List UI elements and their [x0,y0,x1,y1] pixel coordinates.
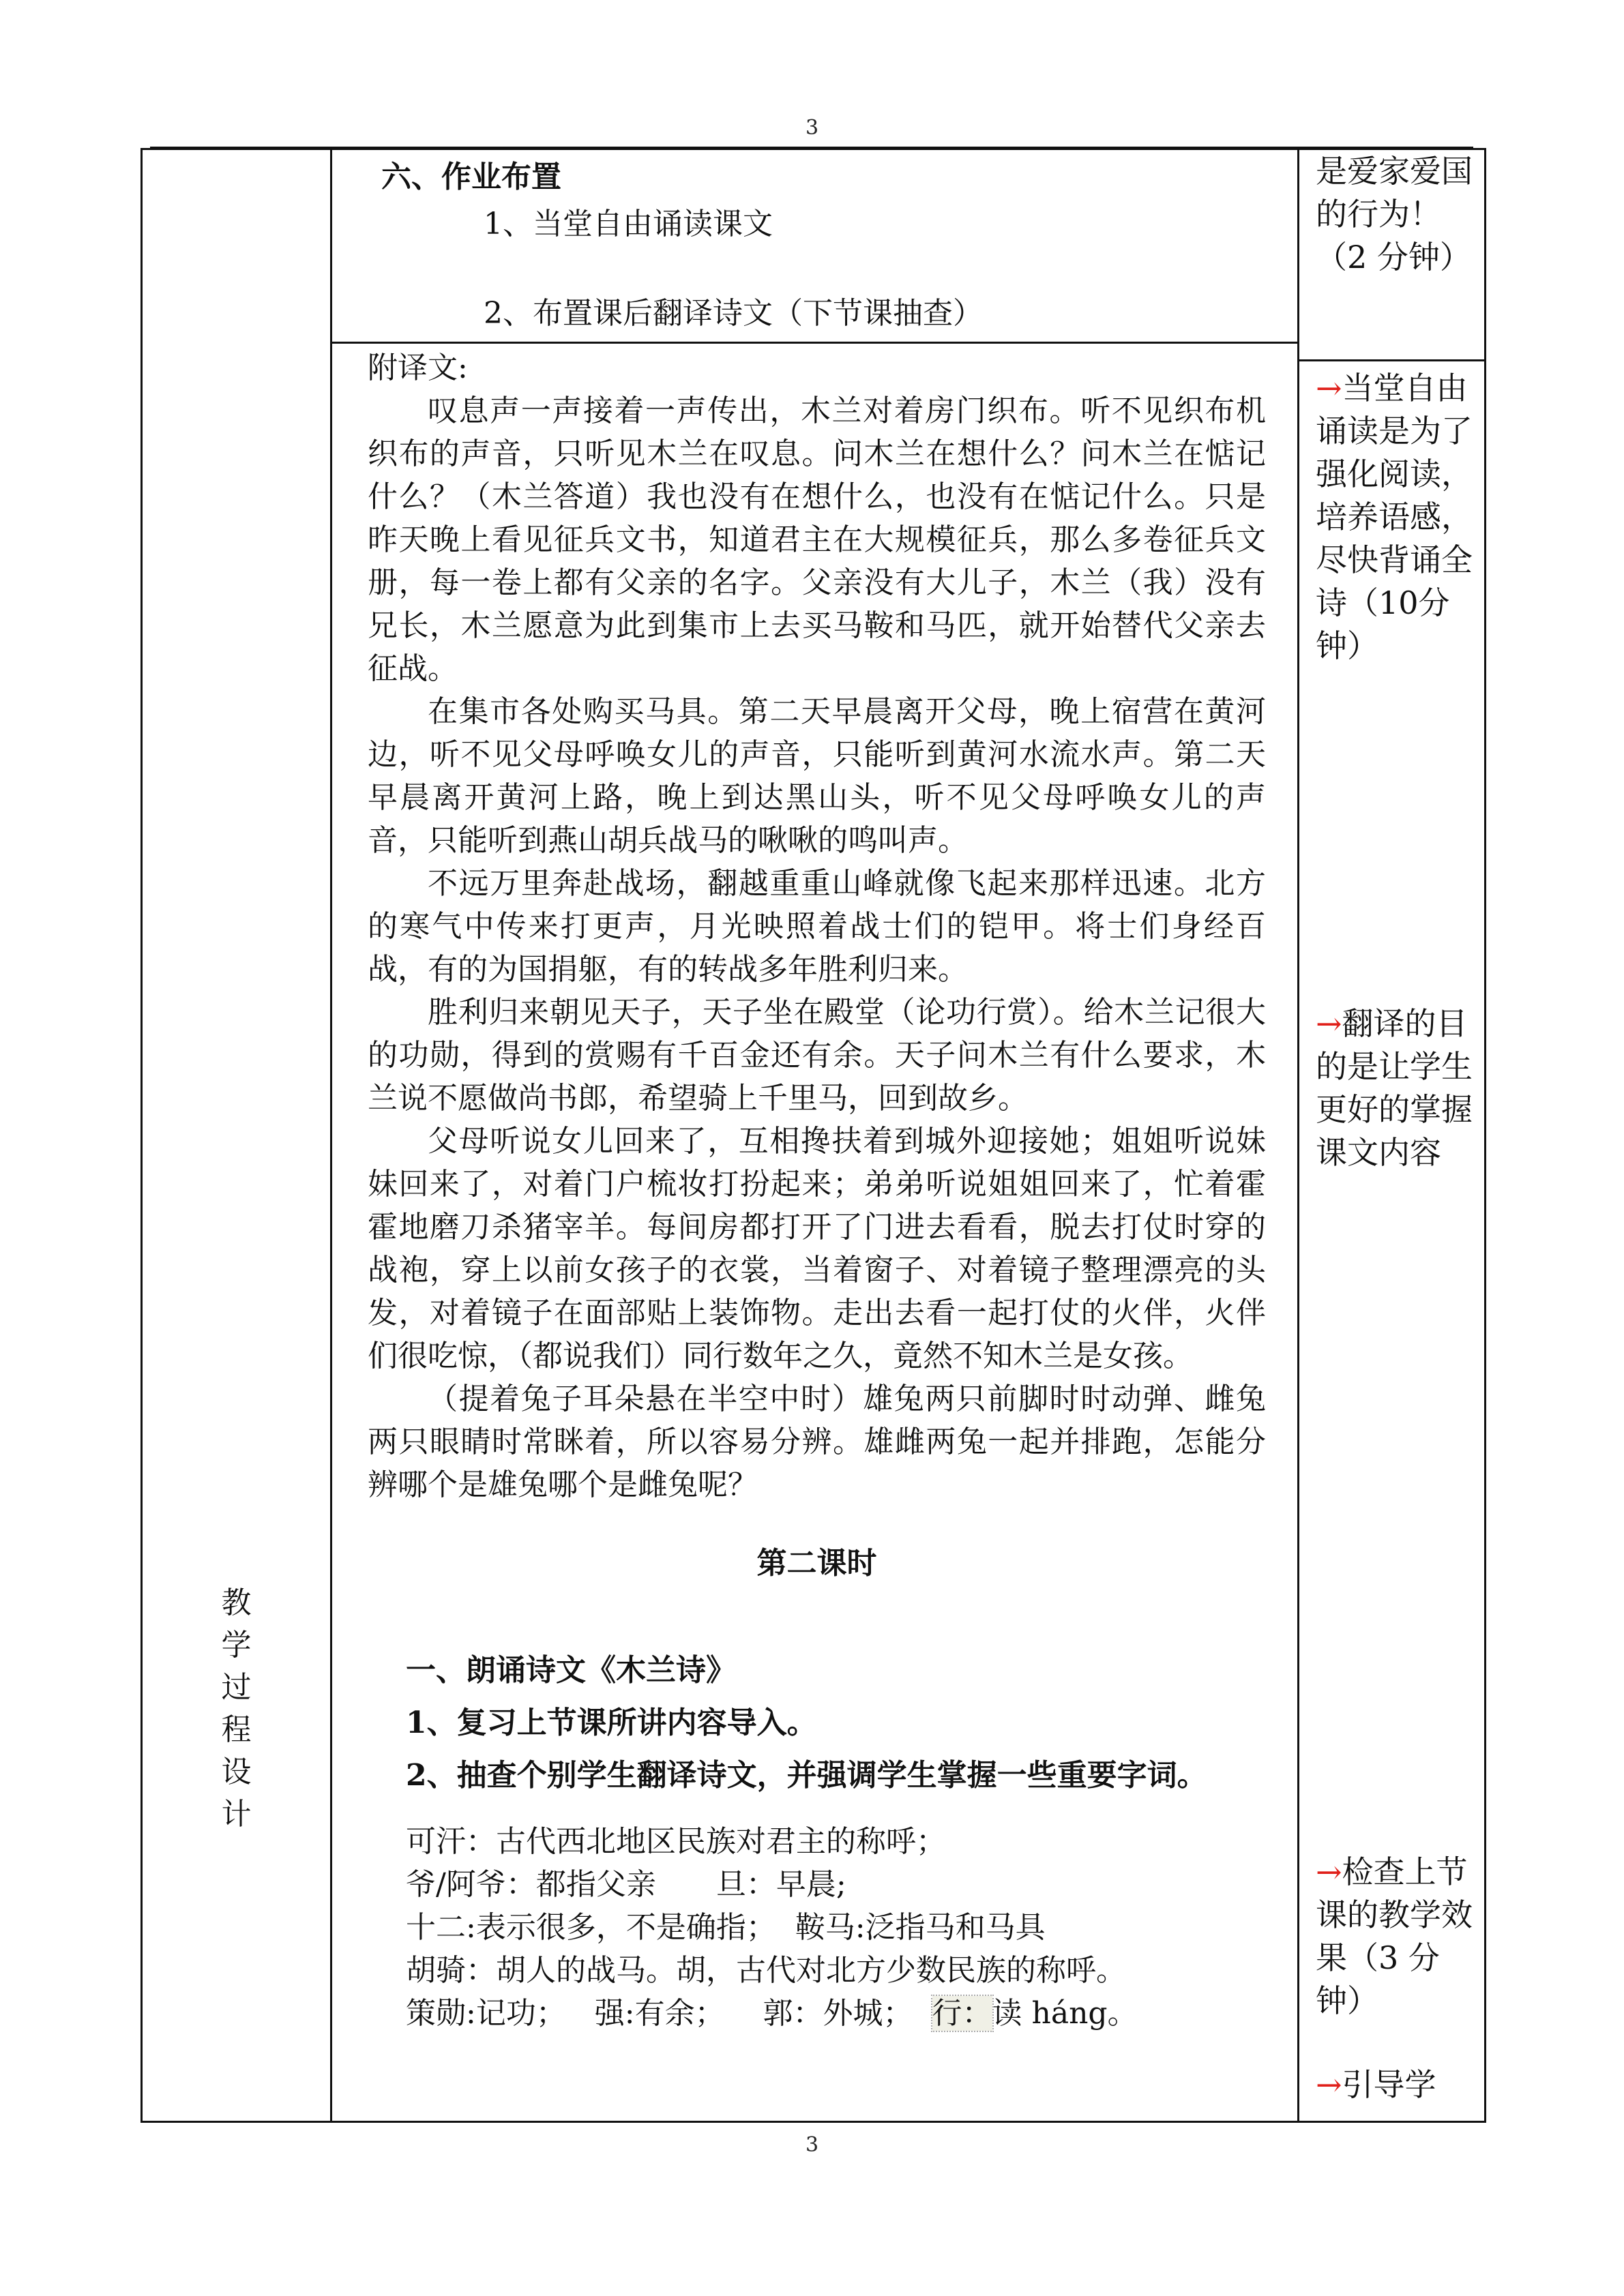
page-number-bottom: 3 [805,2133,819,2157]
glossary-line-last [406,1992,1266,2035]
page-number-top: 3 [805,116,819,140]
note-text: 翻译的目的是让学生更好的掌握课文内容 [1316,1005,1473,1171]
translation-paragraph: 父母听说女儿回来了，互相搀扶着到城外迎接她；姐姐听说妹妹回来了，对着门户梳妆打扮起来；弟弟听说姐姐回来了，忙着霍霍地磨刀杀猪宰羊。每间房都打开了门进去看看，脱去打仗时穿的战袍，穿上以前女孩子的衣裳，当着窗子、对着镜子整理漂亮的头发，对着镜子在面部贴上装饰物。走出去看一起打仗的火伴，火伴们很吃惊，（都说我们）同行数年之久，竟然不知木兰是女孩。 [368,1124,1266,1373]
label-char: 学 [221,1628,252,1663]
label-char: 计 [221,1797,252,1832]
row-divider [1299,359,1484,361]
highlighted-term: 行： [932,1996,992,2031]
lesson2-section-title: 一、朗诵诗文《木兰诗》 [406,1653,736,1688]
notes-cell [1299,149,1486,2122]
homework-section-title: 六、作业布置 [381,160,561,194]
homework-item: 1、当堂自由诵读课文 [484,207,773,241]
lesson2-item: 1、复习上节课所讲内容导入。 [406,1705,817,1740]
row-divider [332,342,1297,344]
translation-heading: 附译文: [368,351,468,385]
note-time: 是爱家爱国的行为！（2 分钟） [1316,153,1473,275]
label-char: 设 [221,1755,252,1789]
glossary-text: 读 háng。 [992,1996,1138,2031]
label-char: 过 [221,1670,252,1705]
note-text: 当堂自由诵读是为了强化阅读，培养语感，尽快背诵全诗（10分钟） [1316,370,1473,664]
glossary-line: 胡骑：胡人的战马。胡，古代对北方少数民族的称呼。 [406,1953,1126,1988]
translation-paragraph: 不远万里奔赴战场，翻越重重山峰就像飞起来那样迅速。北方的寒气中传来打更声，月光映照着战士们的铠甲。将士们身经百战，有的为国捐躯，有的转战多年胜利归来。 [368,866,1266,987]
glossary-line: 十二:表示很多，不是确指； 鞍马:泛指马和马具 [406,1910,1046,1945]
lesson2-item: 2、抽查个别学生翻译诗文，并强调学生掌握一些重要字词。 [406,1758,1207,1793]
note-review [1316,1851,1476,2023]
glossary-line: 爷/阿爷：都指父亲 旦：早晨; [406,1867,846,1902]
note-text: 引导学 [1342,2066,1436,2103]
section-label [143,1582,330,1836]
note-guide [1316,2063,1476,2106]
label-char: 程 [221,1712,252,1747]
arrow-icon: → [1316,2066,1342,2103]
note-text: 检查上节课的教学效果（3 分钟） [1316,1853,1473,2019]
note-translation [1316,1002,1476,1174]
glossary-line: 可汗：古代西北地区民族对君主的称呼； [406,1824,946,1859]
section-label-cell [142,149,331,2122]
glossary-text: 策勋:记功； 强:有余； 郭：外城； [406,1996,932,2031]
translation-paragraph: 叹息声一声接着一声传出，木兰对着房门织布。听不见织布机织布的声音，只听见木兰在叹息。问木兰在想什么？问木兰在惦记什么？（木兰答道）我也没有在想什么，也没有在惦记什么。只是昨天晚上看见征兵文书，知道君主在大规模征兵，那么多卷征兵文册，每一卷上都有父亲的名字。父亲没有大儿子，木兰（我）没有兄长，木兰愿意为此到集市上去买马鞍和马匹，就开始替代父亲去征战。 [368,393,1266,686]
content-cell [331,149,1299,2122]
note-recitation [1316,367,1476,668]
lesson-plan-table [141,148,1486,2123]
arrow-icon: → [1316,1005,1342,1042]
translation-paragraph: （提着兔子耳朵悬在半空中时）雄兔两只前脚时时动弹、雌兔两只眼睛时常眯着，所以容易分辨。雄雌两兔一起并排跑，怎能分辨哪个是雄兔哪个是雌兔呢？ [368,1382,1266,1502]
arrow-icon: → [1316,1853,1342,1890]
label-char: 教 [221,1585,252,1620]
translation-paragraph: 胜利归来朝见天子，天子坐在殿堂（论功行赏）。给木兰记很大的功勋，得到的赏赐有千百金还有余。天子问木兰有什么要求，木兰说不愿做尚书郎，希望骑上千里马，回到故乡。 [368,995,1266,1116]
homework-item: 2、布置课后翻译诗文（下节课抽查） [484,296,983,331]
translation-paragraph: 在集市各处购买马具。第二天早晨离开父母，晚上宿营在黄河边，听不见父母呼唤女儿的声音，只能听到黄河水流水声。第二天早晨离开黄河上路，晚上到达黑山头，听不见父母呼唤女儿的声音，只能听到燕山胡兵战马的啾啾的鸣叫声。 [368,694,1266,858]
arrow-icon: → [1316,370,1342,406]
lesson2-title: 第二课时 [756,1546,877,1581]
